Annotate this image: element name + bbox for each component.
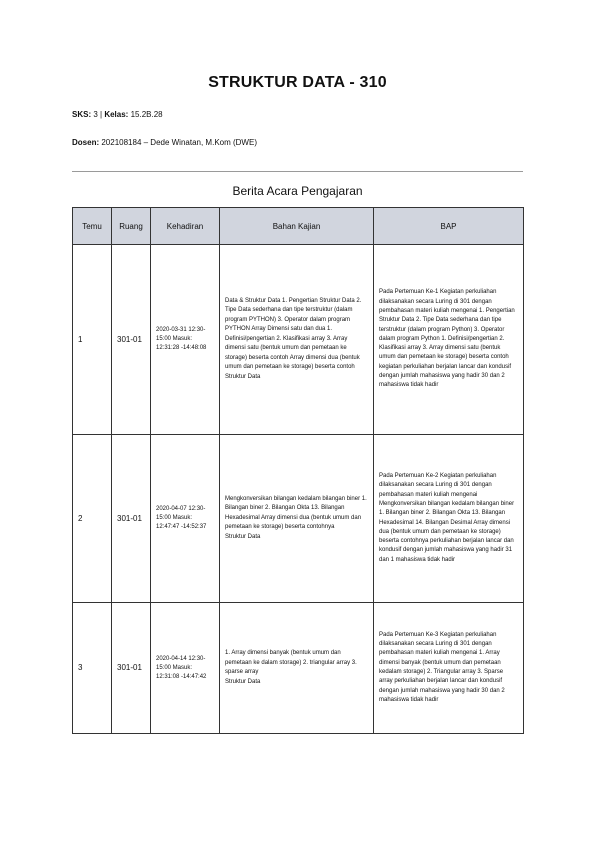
- header-kehadiran: Kehadiran: [151, 208, 220, 245]
- ruang-cell: 301-01: [112, 435, 151, 603]
- kelas-value: 15.2B.28: [128, 110, 163, 119]
- header-temu: Temu: [73, 208, 112, 245]
- header-bahan-kajian: Bahan Kajian: [220, 208, 374, 245]
- table-row: [73, 603, 524, 734]
- bahan-kajian-subject: Struktur Data: [225, 533, 261, 540]
- kehadiran-cell: 2020-04-07 12:30-15:00 Masuk: 12:47:47 -14:52:37: [151, 435, 220, 603]
- temu-cell: 2: [73, 435, 112, 603]
- bap-cell: Pada Pertemuan Ke-3 Kegiatan perkuliahan dilaksanakan secara Luring di 301 dengan pembahasan materi kuliah mengenai 1. Array dimensi banyak (bentuk umum dan pemetaan kedalam storage) 2. Triangular array 3. Sparse array perkuliahan berjalan lancar dan kondusif dengan jumlah mahasiswa yang hadir 30 dan 2 mahasiswa tidak hadir: [374, 603, 524, 734]
- temu-cell: 3: [73, 603, 112, 734]
- ruang-cell: 301-01: [112, 603, 151, 734]
- kehadiran-cell: 2020-04-14 12:30-15:00 Masuk: 12:31:08 -14:47:42: [151, 603, 220, 734]
- bahan-kajian-cell: [220, 435, 374, 603]
- bahan-kajian-cell: [220, 245, 374, 435]
- temu-cell: 1: [73, 245, 112, 435]
- kelas-label: Kelas:: [104, 110, 129, 119]
- dosen-label: Dosen:: [72, 138, 100, 147]
- bahan-kajian-text: 1. Array dimensi banyak (bentuk umum dan pemetaan ke dalam storage) 2. triangular array 3. sparse array: [225, 650, 357, 675]
- document-title: STRUKTUR DATA - 310: [208, 74, 387, 91]
- kehadiran-cell: 2020-03-31 12:30-15:00 Masuk: 12:31:28 -14:48:08: [151, 245, 220, 435]
- bap-cell: Pada Pertemuan Ke-2 Kegiatan perkuliahan dilaksanakan secara Luring di 301 dengan pembahasan materi kuliah mengenai Mengkonversikan bilangan kedalam bilangan biner 1. Bilangan biner 2. Bilangan Okta 13. Bilangan Hexadesimal 14. Bilangan Desimal Array dimensi dua (bentuk umum dan pemetaan ke storage) beserta contohnya perkuliahan berjalan lancar dan kondusif dengan jumlah mahasiswa yang hadir 31 dan 1 mahasiswa tidak hadir: [374, 435, 524, 603]
- bahan-kajian-subject: Struktur Data: [225, 678, 261, 685]
- teaching-report-table: [72, 207, 524, 734]
- table-header-row: [73, 208, 524, 245]
- ruang-cell: 301-01: [112, 245, 151, 435]
- section-title: Berita Acara Pengajaran: [232, 184, 363, 198]
- bahan-kajian-cell: [220, 603, 374, 734]
- dosen-value: 202108184 – Dede Winatan, M.Kom (DWE): [99, 138, 257, 147]
- lecturer-info: [72, 138, 257, 147]
- header-bap: BAP: [374, 208, 524, 245]
- table-row: [73, 245, 524, 435]
- course-info: [72, 110, 163, 119]
- sks-value: 3 |: [91, 110, 105, 119]
- header-ruang: Ruang: [112, 208, 151, 245]
- bahan-kajian-subject: Struktur Data: [225, 373, 261, 380]
- table-row: [73, 435, 524, 603]
- bap-cell: Pada Pertemuan Ke-1 Kegiatan perkuliahan dilaksanakan secara Luring di 301 dengan pembahasan materi kuliah mengenai 1. Pengertian Struktur Data 2. Tipe Data sederhana dan tipe terstruktur (dalam program Python) 3. Operator dalam program Python 1. Definisi/pengertian 2. Klasifikasi array 3. Array dimensi satu (bentuk umum dan pemetaan ke storage) beserta contoh kegiatan perkuliahan berjalan lancar dan kondusif dengan jumlah mahasiswa yang hadir 30 dan 2 mahasiswa tidak hadir: [374, 245, 524, 435]
- bahan-kajian-text: Mengkonversikan bilangan kedalam bilangan biner 1. Bilangan biner 2. Bilangan Okta 13. Bilangan Hexadesimal Array dimensi dua (bentuk umum dan pemetaan ke storage) beserta contohnya: [225, 495, 367, 531]
- bahan-kajian-text: Data & Struktur Data 1. Pengertian Struktur Data 2. Tipe Data sederhana dan tipe terstruktur (dalam program PYTHON) 3. Operator dalam program PYTHON Array Dimensi satu dan dua 1. Definisi/pengertian 2. Klasifikasi array 3. Array dimensi satu (bentuk umum dan pemetaan ke storage) beserta contoh Array dimensi dua (bentuk umum dan pemetaan ke storage) beserta contoh: [225, 297, 362, 371]
- sks-label: SKS:: [72, 110, 92, 119]
- divider: [72, 171, 523, 172]
